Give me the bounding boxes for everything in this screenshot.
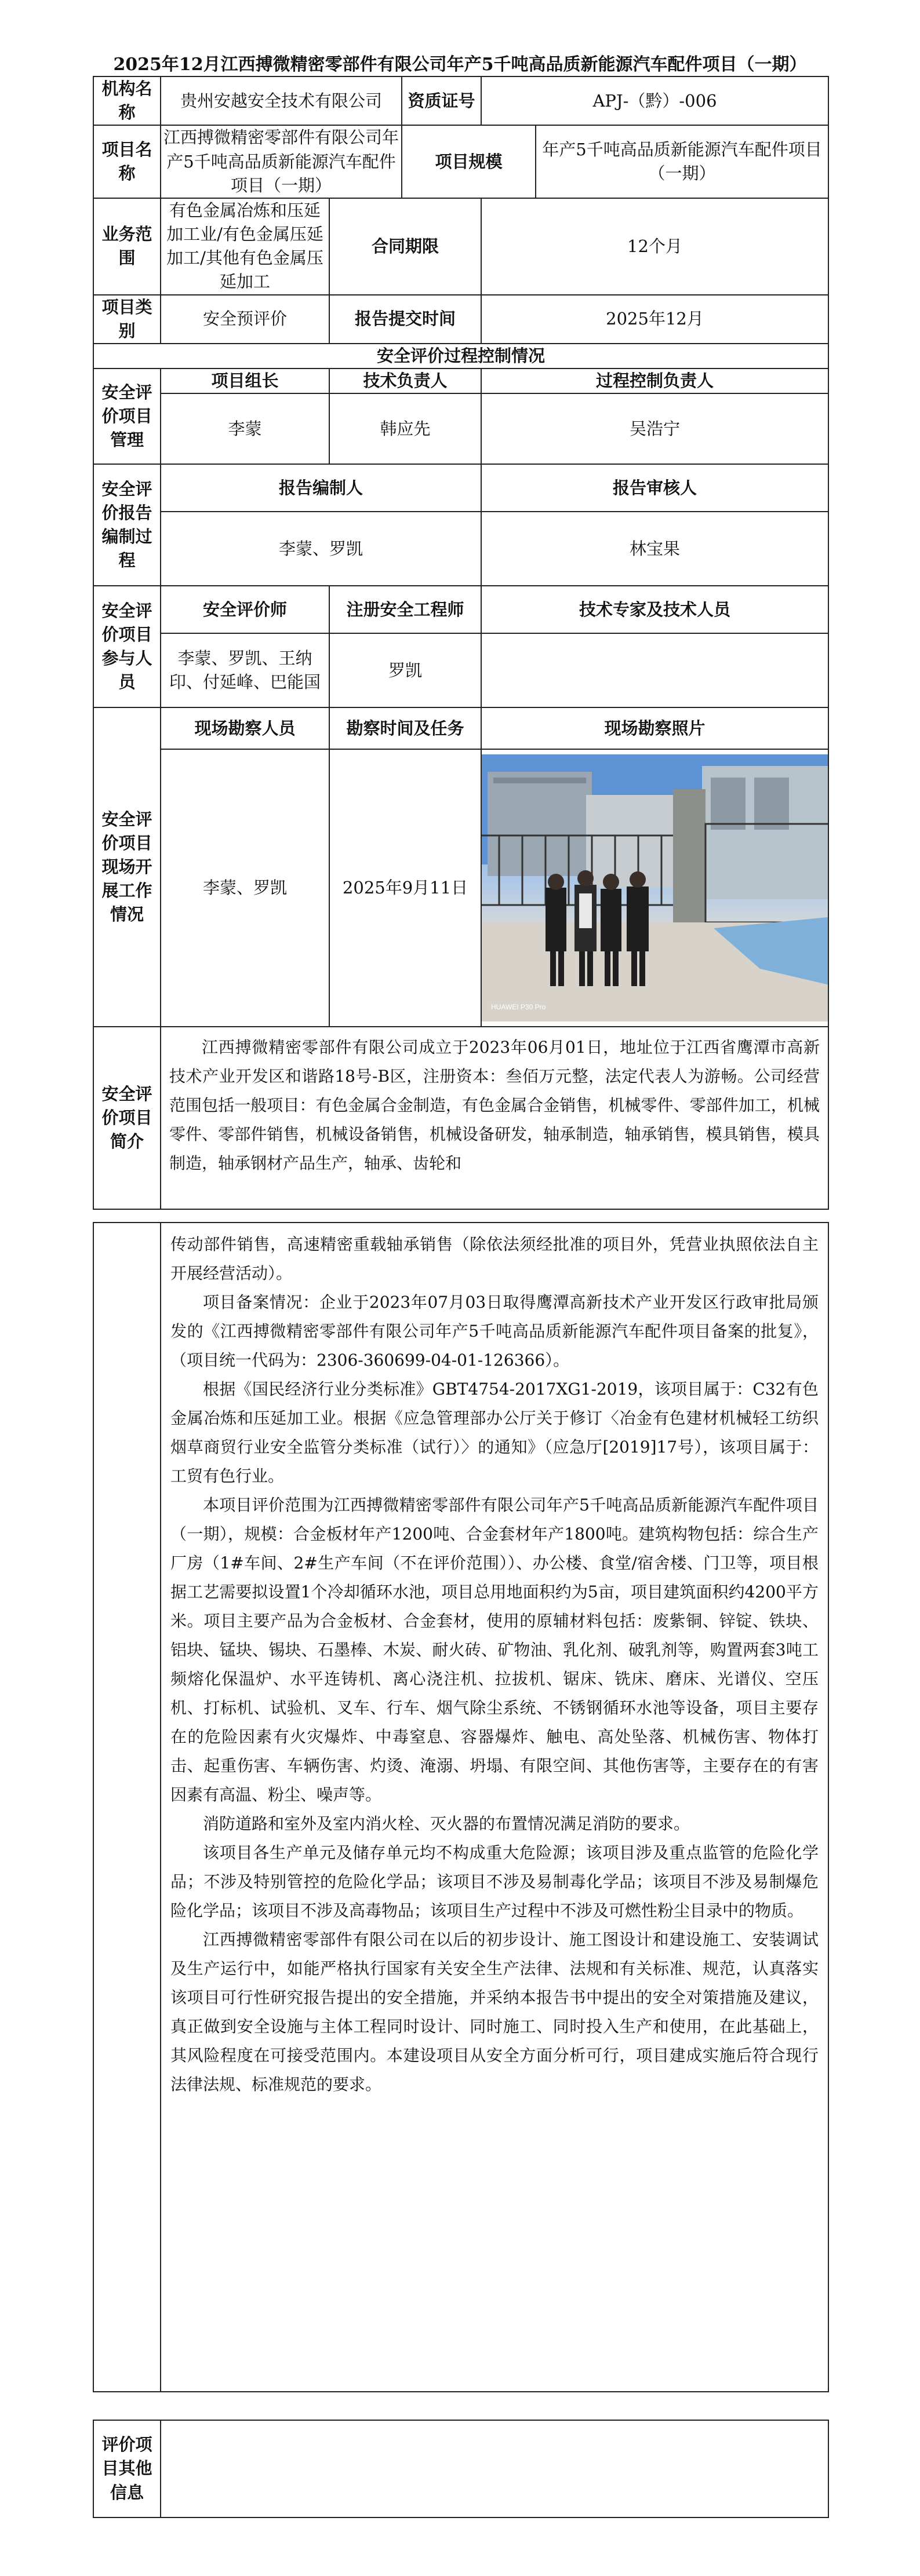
photo-watermark: HUAWEI P30 Pro — [491, 1003, 546, 1012]
org-label: 机构名称 — [93, 76, 161, 125]
report-author-value: 李蒙、罗凯 — [161, 512, 481, 586]
document-title: 2025年12月江西搏微精密零部件有限公司年产5千吨高品质新能源汽车配件项目（一期） — [113, 54, 807, 75]
project-name-value: 江西搏微精密零部件有限公司年产5千吨高品质新能源汽车配件项目（一期） — [161, 125, 402, 198]
project-scale-label: 项目规模 — [402, 125, 536, 198]
report-reviewer-header: 报告审核人 — [481, 464, 828, 512]
continuation-paragraph-7: 江西搏微精密零部件有限公司在以后的初步设计、施工图设计和建设施工、安装调试及生产运行中，如能严格执行国家有关安全生产法律、法规和有关标准、规范，认真落实该项目可行性研究报告提出的安全措施，并采纳本报告书中提出的安全对策措施及建议，真正做到安全设施与主体工程同时设计、同时施工、同时投入生产和使用，在此基础上，其风险程度在可接受范围内。本建设项目从安全方面分析可行，项目建成实施后符合现行法律法规、标准规范的要求。 — [170, 1930, 819, 2094]
process-lead-header: 过程控制负责人 — [481, 368, 828, 393]
other-info-table — [93, 2420, 829, 2518]
project-type-label: 项目类别 — [93, 295, 161, 344]
leader-value: 李蒙 — [161, 393, 329, 464]
report-author-header: 报告编制人 — [161, 464, 481, 512]
site-photo-drawing — [482, 754, 828, 1021]
engineer-header: 注册安全工程师 — [329, 586, 481, 633]
other-info-label: 评价项目其他信息 — [93, 2420, 161, 2517]
project-type-value: 安全预评价 — [161, 295, 329, 344]
org-value: 贵州安越安全技术有限公司 — [161, 76, 402, 125]
evaluator-header: 安全评价师 — [161, 586, 329, 633]
participants-label: 安全评价项目参与人员 — [93, 586, 161, 707]
survey-photo-cell — [481, 749, 828, 1027]
intro-label: 安全评价项目简介 — [93, 1027, 161, 1209]
process-lead-value: 吴浩宁 — [481, 393, 828, 464]
site-photo — [482, 754, 828, 1021]
evaluator-value: 李蒙、罗凯、王纳印、付延峰、巴能国 — [161, 633, 329, 707]
report-reviewer-value: 林宝果 — [481, 512, 828, 586]
submit-time-label: 报告提交时间 — [329, 295, 481, 344]
cert-label: 资质证号 — [402, 76, 481, 125]
continuation-paragraph-6: 该项目各生产单元及储存单元均不构成重大危险源；该项目涉及重点监管的危险化学品；不涉及特别管控的危险化学品；该项目不涉及易制毒化学品；该项目不涉及易制爆危险化学品；该项目不涉及高毒物品；该项目生产过程中不涉及可燃性粉尘目录中的物质。 — [170, 1843, 819, 1920]
intro-paragraph-1: 江西搏微精密零部件有限公司成立于2023年06月01日，地址位于江西省鹰潭市高新技术产业开发区和谐路18号-B区，注册资本：叁佰万元整，法定代表人为游畅。公司经营范围包括一般项目：有色金属合金制造，有色金属合金销售，机械零件、零部件加工，机械零件、零部件销售，机械设备销售，机械设备研发，轴承制造，轴承销售，模具销售，模具制造，轴承钢材产品生产，轴承、齿轮和 — [169, 1038, 820, 1173]
engineer-value: 罗凯 — [329, 633, 481, 707]
survey-photo-header: 现场勘察照片 — [481, 707, 828, 749]
process-control-header: 安全评价过程控制情况 — [93, 344, 828, 368]
cert-value: APJ-（黔）-006 — [481, 76, 828, 125]
continuation-paragraph-3: 根据《国民经济行业分类标准》GBT4754-2017XG1-2019，该项目属于：C32有色金属冶炼和压延加工业。根据《应急管理部办公厅关于修订〈冶金有色建材机械轻工纺织烟草商贸行业安全监管分类标准（试行）〉的通知》（应急厅[2019]17号），该项目属于：工贸有色行业。 — [170, 1380, 819, 1486]
contract-period-label: 合同期限 — [329, 198, 481, 295]
tech-lead-value: 韩应先 — [329, 393, 481, 464]
tech-lead-header: 技术负责人 — [329, 368, 481, 393]
project-name-label: 项目名称 — [93, 125, 161, 198]
expert-header: 技术专家及技术人员 — [481, 586, 828, 633]
expert-value — [481, 633, 828, 707]
other-info-value — [161, 2420, 828, 2517]
intro-continuation-table — [93, 1222, 829, 2392]
scope-value: 有色金属冶炼和压延加工业/有色金属压延加工/其他有色金属压延加工 — [161, 198, 329, 295]
continuation-paragraph-4: 本项目评价范围为江西搏微精密零部件有限公司年产5千吨高品质新能源汽车配件项目（一期），规模：合金板材年产1200吨、合金套材年产1800吨。建筑构物包括：综合生产厂房（1#车间、2#生产车间（不在评价范围））、办公楼、食堂/宿舍楼、门卫等，项目根据工艺需要拟设置1个冷却循环水池，项目总用地面积约为5亩，项目建筑面积约4200平方米。项目主要产品为合金板材、合金套材，使用的原辅材料包括：废紫铜、锌锭、铁块、铝块、锰块、锡块、石墨棒、木炭、耐火砖、矿物油、乳化剂、破乳剂等，购置两套3吨工频熔化保温炉、水平连铸机、离心浇注机、拉拔机、锯床、铣床、磨床、光谱仪、空压机、打标机、试验机、叉车、行车、烟气除尘系统、不锈钢循环水池等设备，项目主要存在的危险因素有火灾爆炸、中毒窒息、容器爆炸、触电、高处坠落、机械伤害、物体打击、起重伤害、车辆伤害、灼烫、淹溺、坍塌、有限空间、其他伤害等，主要存在的有害因素有高温、粉尘、噪声等。 — [170, 1495, 819, 1804]
scope-label: 业务范围 — [93, 198, 161, 295]
contract-period-value: 12个月 — [481, 198, 828, 295]
continuation-paragraph-5: 消防道路和室外及室内消火栓、灭火器的布置情况满足消防的要求。 — [203, 1814, 690, 1833]
survey-time-header: 勘察时间及任务 — [329, 707, 481, 749]
report-label: 安全评价报告编制过程 — [93, 464, 161, 586]
continuation-cell — [161, 1223, 828, 2392]
survey-staff-header: 现场勘察人员 — [161, 707, 329, 749]
intro-cell — [161, 1027, 828, 1209]
mgmt-label: 安全评价项目管理 — [93, 368, 161, 464]
project-scale-value: 年产5千吨高品质新能源汽车配件项目（一期） — [536, 125, 828, 198]
continuation-paragraph-1: 传动部件销售，高速精密重载轴承销售（除依法须经批准的项目外，凭营业执照依法自主开展经营活动）。 — [170, 1235, 819, 1283]
continuation-paragraph-2: 项目备案情况：企业于2023年07月03日取得鹰潭高新技术产业开发区行政审批局颁发的《江西搏微精密零部件有限公司年产5千吨高品质新能源汽车配件项目备案的批复》，（项目统一代码为：2306-360699-04-01-126366）。 — [170, 1293, 819, 1370]
submit-time-value: 2025年12月 — [481, 295, 828, 344]
info-table — [93, 76, 829, 1210]
continuation-label-cell — [93, 1223, 161, 2392]
survey-time-value: 2025年9月11日 — [329, 749, 481, 1027]
survey-staff-value: 李蒙、罗凯 — [161, 749, 329, 1027]
leader-header: 项目组长 — [161, 368, 329, 393]
survey-label: 安全评价项目现场开展工作情况 — [93, 707, 161, 1027]
